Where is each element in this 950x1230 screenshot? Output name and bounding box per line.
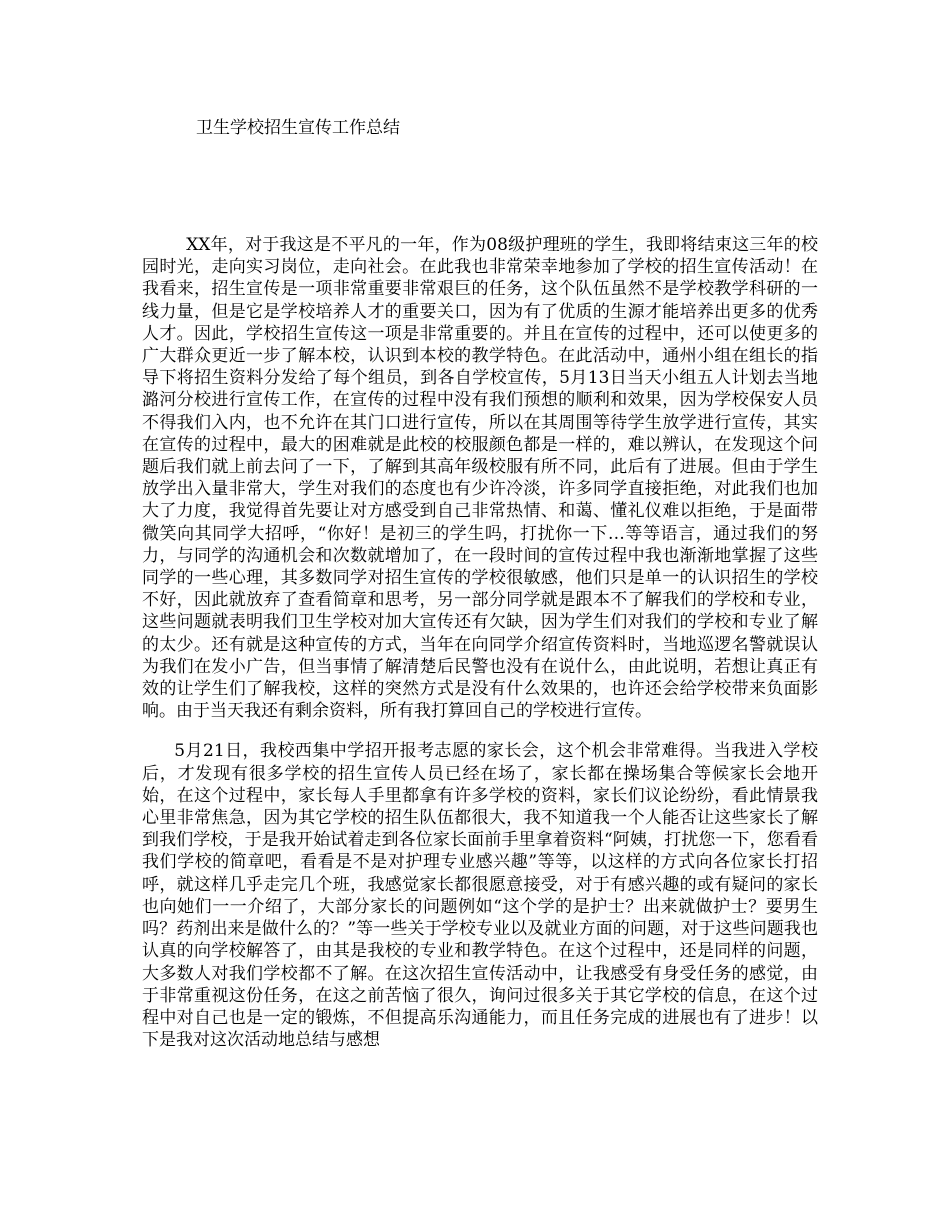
paragraph-campaign-overview: XX年，对于我这是不平凡的一年，作为08级护理班的学生，我即将结束这三年的校园时光，走向实习岗位，走向社会。在此我也非常荣幸地参加了学校的招生宣传活动！在我看来，招生宣传是一项非常重要非常艰巨的任务，这个队伍虽然不是学校教学科研的一线力量，但是它是学校培养人才的重要关口，因为有了优质的生源才能培养出更多的优秀人才。因此，学校招生宣传这一项是非常重要的。并且在宣传的过程中，还可以使更多的广大群众更近一步了解本校，认识到本校的教学特色。在此活动中，通州小组在组长的指导下将招生资料分发给了每个组员，到各自学校宣传，5月13日当天小组五人计划去当地潞河分校进行宣传工作，在宣传的过程中没有我们预想的顺利和效果，因为学校保安人员不得我们入内，也不允许在其门口进行宣传，所以在其周围等待学生放学进行宣传，其实在宣传的过程中，最大的困难就是此校的校服颜色都是一样的，难以辨认，在发现这个问题后我们就上前去问了一下，了解到其高年级校服有所不同，此后有了进展。但由于学生放学出入量非常大，学生对我们的态度也有少许冷淡，许多同学直接拒绝，对此我们也加大了力度，我觉得首先要让对方感受到自己非常热情、和蔼、懂礼仪难以拒绝，于是面带微笑向其同学大招呼，“你好！是初三的学生吗，打扰你一下…等等语言，通过我们的努力，与同学的沟通机会和次数就增加了，在一段时间的宣传过程中我也渐渐地掌握了这些同学的一些心理，其多数同学对招生宣传的学校很敏感，他们只是单一的认识招生的学校不好，因此就放弃了查看简章和思考，另一部分同学就是跟本不了解我们的学校和专业，这些问题就表明我们卫生学校对加大宣传还有欠缺，因为学生们对我们的学校和专业了解的太少。还有就是这种宣传的方式，当年在向同学介绍宣传资料时，当地巡逻名警就误认为我们在发小广告，但当事情了解清楚后民警也没有在说什么，由此说明，若想让真正有效的让学生们了解我校，这样的突然方式是没有什么效果的，也许还会给学校带来负面影响。由于当天我还有剩余资料，所有我打算回自己的学校进行宣传。 xyxy=(142,235,818,722)
document-body xyxy=(142,234,818,1051)
document-title: 卫生学校招生宣传工作总结 xyxy=(196,118,400,138)
paragraph-parents-meeting: 5月21日，我校西集中学招开报考志愿的家长会，这个机会非常难得。当我进入学校后，才发现有很多学校的招生宣传人员已经在场了，家长都在操场集合等候家长会地开始，在这个过程中，家长每人手里都拿有许多学校的资料，家长们议论纷纷，看此情景我心里非常焦急，因为其它学校的招生队伍都很大，我不知道我一个人能否让这些家长了解到我们学校，于是我开始试着走到各位家长面前手里拿着资料“阿姨，打扰您一下，您看看我们学校的简章吧，看看是不是对护理专业感兴趣”等等，以这样的方式向各位家长打招呼，就这样几乎走完几个班，我感觉家长都很愿意接受，对于有感兴趣的或有疑问的家长也向她们一一介绍了，大部分家长的问题例如“这个学的是护士？出来就做护士？要男生吗？药剂出来是做什么的？”等一些关于学校专业以及就业方面的问题，对于这些问题我也认真的向学校解答了，由其是我校的专业和教学特色。在这个过程中，还是同样的问题，大多数人对我们学校都不了解。在这次招生宣传活动中，让我感受有身受任务的感觉，由于非常重视这份任务，在这之前苦恼了很久，询问过很多关于其它学校的信息，在这个过程中对自己也是一定的锻炼，不但提高乐沟通能力，而且任务完成的进展也有了进步！以下是我对这次活动地总结与感想 xyxy=(142,741,818,1051)
